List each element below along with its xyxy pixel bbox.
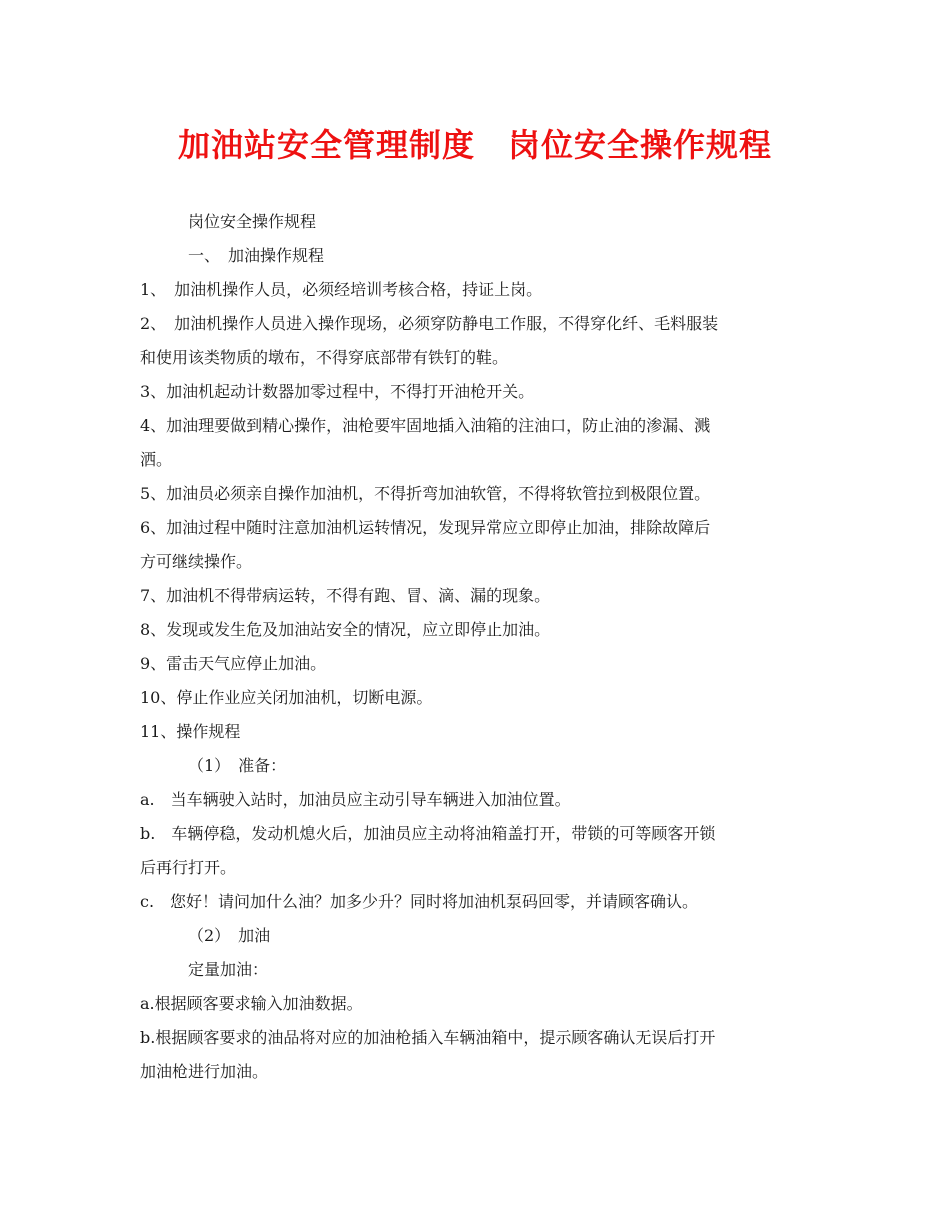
paragraph-line: 5、加油员必须亲自操作加油机，不得折弯加油软管，不得将软管拉到极限位置。 [140, 484, 711, 503]
paragraph-line: b.根据顾客要求的油品将对应的加油枪插入车辆油箱中，提示顾客确认无误后打开 [140, 1028, 716, 1047]
paragraph-line: b. 车辆停稳，发动机熄火后，加油员应主动将油箱盖打开，带锁的可等顾客开锁 [140, 824, 716, 843]
paragraph-line: 2、 加油机操作人员进入操作现场，必须穿防静电工作服，不得穿化纤、毛料服装 [140, 314, 719, 333]
paragraph-line: 3、加油机起动计数器加零过程中，不得打开油枪开关。 [140, 382, 535, 401]
paragraph-line: 11、操作规程 [140, 722, 241, 741]
paragraph-line: 8、发现或发生危及加油站安全的情况，应立即停止加油。 [140, 620, 551, 639]
paragraph-line: 6、加油过程中随时注意加油机运转情况，发现异常应立即停止加油，排除故障后 [140, 518, 711, 537]
paragraph-line: 后再行打开。 [140, 858, 237, 877]
paragraph-line: 定量加油： [188, 960, 269, 979]
paragraph-line: a. 当车辆驶入站时，加油员应主动引导车辆进入加油位置。 [140, 790, 571, 809]
paragraph-line: 4、加油理要做到精心操作，油枪要牢固地插入油箱的注油口，防止油的渗漏、溅 [140, 416, 711, 435]
paragraph-line: （1） 准备： [188, 756, 287, 775]
paragraph-line: 1、 加油机操作人员，必须经培训考核合格，持证上岗。 [140, 280, 543, 299]
paragraph-line: 加油枪进行加油。 [140, 1062, 269, 1081]
paragraph-line: 10、停止作业应关闭加油机，切断电源。 [140, 688, 433, 707]
paragraph-line: 和使用该类物质的墩布，不得穿底部带有铁钉的鞋。 [140, 348, 509, 367]
paragraph-line: 洒。 [140, 450, 173, 469]
paragraph-line: 方可继续操作。 [140, 552, 253, 571]
paragraph-line: （2） 加油 [188, 926, 271, 945]
paragraph-line: 7、加油机不得带病运转，不得有跑、冒、滴、漏的现象。 [140, 586, 551, 605]
paragraph-line: a.根据顾客要求输入加油数据。 [140, 994, 363, 1013]
document-body [140, 205, 820, 1089]
paragraph-line: 岗位安全操作规程 [188, 212, 317, 231]
paragraph-line: c. 您好！请问加什么油？加多少升？同时将加油机泵码回零，并请顾客确认。 [140, 892, 699, 911]
paragraph-line: 一、 加油操作规程 [188, 246, 325, 265]
paragraph-line: 9、雷击天气应停止加油。 [140, 654, 327, 673]
document-title: 加油站安全管理制度 岗位安全操作规程 [177, 126, 772, 164]
